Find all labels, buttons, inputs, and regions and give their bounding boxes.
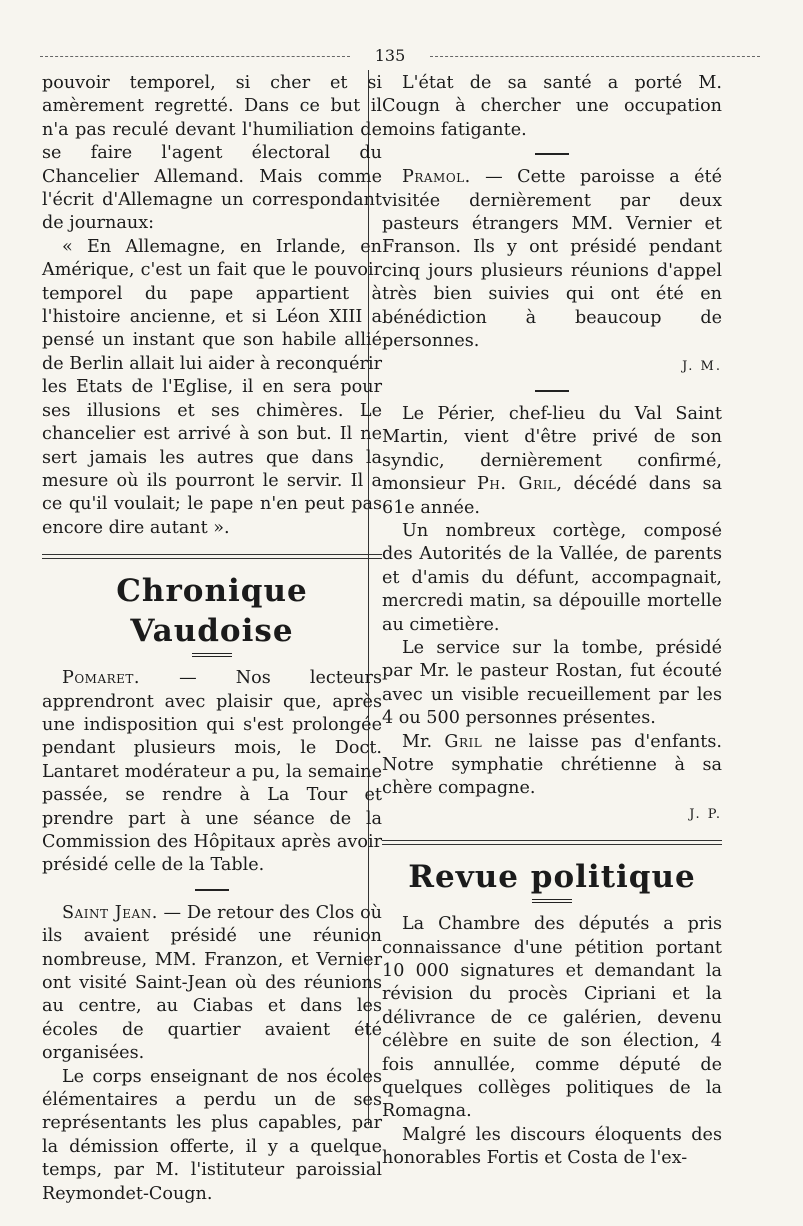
page-number: 135 [374, 46, 406, 65]
section-rule [42, 554, 382, 559]
intro-paragraph: pouvoir temporel, si cher et si amèrement regretté. Dans ce but il n'a pas reculé devant l'humiliation de se faire l'agent électoral du Chancelier Allemand. Mais comme l'écrit d'Allemagne un correspondant de journaux: [42, 73, 382, 234]
place-name: Pramol. [402, 167, 471, 188]
article-text: ne laisse pas d'enfants. Notre symphatie chrétienne à sa chère compagne. [382, 731, 722, 799]
article-separator [535, 153, 569, 155]
article-perier-service: Le service sur la tombe, présidé par Mr. le pasteur Rostan, fut écouté avec un visible recueillement par les 4 ou 500 personnes présentes. [382, 637, 722, 729]
article-text: — De retour des Clos où ils avaient présidé une réunion nombreuse, MM. Franzon, et Vernier ont visité Saint-Jean où des réunions au centre, au Ciabas et dans les écoles de quartier avaient été organisées. [42, 902, 382, 1064]
article-text: Mr. [402, 731, 445, 752]
signature-jp: J. P. [689, 806, 722, 822]
heading-ornament [192, 653, 232, 657]
article-pramol [382, 166, 722, 353]
article-separator [195, 889, 229, 891]
article-text: Le Périer, chef-lieu du Val Saint Martin, vient d'être privé de son syndic, dernièrement confirmé, monsieur [382, 403, 722, 495]
page-header [40, 46, 760, 66]
header-dotted-rule-left [40, 56, 350, 57]
person-name: Gril [444, 731, 483, 752]
article-separator [535, 390, 569, 392]
place-name: Saint Jean. [62, 902, 158, 923]
article-pomaret [42, 667, 382, 878]
article-perier-closing [382, 731, 722, 801]
place-name: Pomaret. [62, 668, 141, 689]
right-column [382, 72, 722, 1171]
section-heading-revue: Revue politique [408, 859, 696, 896]
article-perier [382, 403, 722, 520]
person-name: Ph. Gril [477, 474, 557, 495]
header-dotted-rule-right [430, 56, 760, 57]
article-cougn: L'état de sa santé a porté M. Cougn à chercher une occupation moins fatigante. [382, 73, 722, 140]
signature-jm: J. M. [682, 359, 722, 375]
article-saint-jean-continued: Le corps enseignant de nos écoles élémentaires a perdu un de ses représentants les plus capables, par la démission offerte, il y a quelque temps, par M. l'istituteur paroissial Reymondet-Cougn. [42, 1066, 382, 1204]
article-text: — Nos lecteurs apprendront avec plaisir que, après une indisposition qui s'est prolongée pendant plusieurs mois, le Doct. Lantaret modérateur a pu, la semaine passée, se rendre à La Tour et prendre part à une séance de la Commission des Hôpitaux après avoir présidé celle de la Table. [42, 668, 382, 876]
article-perier-cortege: Un nombreux cortège, composé des Autorités de la Vallée, de parents et d'amis du défunt, accompagnait, mercredi matin, sa dépouille mortelle au cimetière. [382, 520, 722, 635]
heading-ornament [532, 899, 572, 903]
quote-paragraph: « En Allemagne, en Irlande, en Amérique, c'est un fait que le pouvoir temporel du pape appartient à l'histoire ancienne, et si Léon XIII a pensé un instant que son habile allié de Berlin allait lui aider à reconquérir les Etats de l'Eglise, il en sera pour ses illusions et ses chimères. Le chancelier est arrivé à son but. Il ne sert jamais les autres que dans la mesure où ils pourront le servir. Il a ce qu'il voulait; le pape n'en peut pas encore dire autant ». [42, 236, 382, 538]
article-text: , décédé dans sa 61e année. [382, 474, 722, 518]
section-rule [382, 840, 722, 845]
article-revue-politique: La Chambre des députés a pris connaissance d'une pétition portant 10 000 signatures et demandant la révision du procès Cipriani et la délivrance de ce galérien, devenu célèbre en suite de son élection, 4 fois annullée, comme député de quelques collèges politiques de la Romagna. [382, 914, 722, 1122]
article-text: — Cette paroisse a été visitée dernièrement par deux pasteurs étrangers MM. Vernier et Franson. Ils y ont présidé pendant cinq jours plusieurs réunions d'appel très bien suivies qui ont été en bénédiction à beaucoup de personnes. [382, 167, 722, 352]
article-revue-politique-continued: Malgré les discours éloquents des honorables Fortis et Costa de l'ex- [382, 1124, 722, 1169]
section-heading-chronique: Chronique Vaudoise [116, 573, 308, 650]
article-saint-jean [42, 902, 382, 1066]
left-column [42, 72, 382, 1206]
